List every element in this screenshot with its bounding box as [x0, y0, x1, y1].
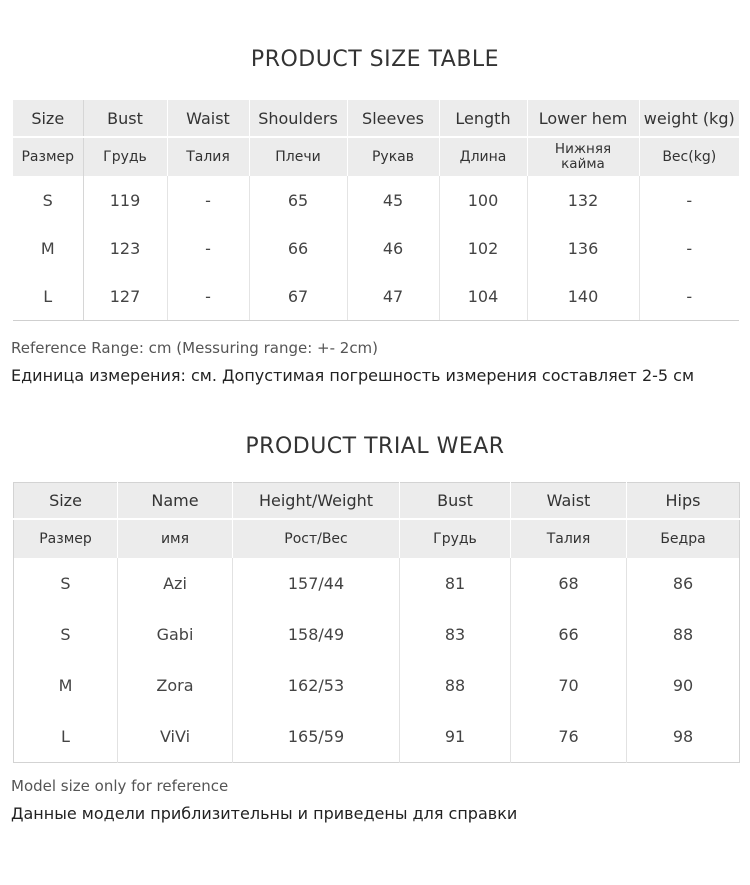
waist-cell: -: [167, 272, 249, 321]
trial-name-cell: Gabi: [118, 609, 233, 660]
trial-hips-cell: 98: [627, 711, 740, 763]
trial-size-cell: L: [61, 727, 70, 746]
trial-size-cell: M: [58, 676, 73, 695]
shoulders-cell: 66: [249, 224, 347, 272]
trial-wear-title: PRODUCT TRIAL WEAR: [245, 434, 505, 459]
lower-hem-header-en: Lower hem: [527, 100, 639, 137]
size-header-ru: Размер: [13, 137, 83, 176]
shoulders-header-ru: Плечи: [249, 137, 347, 176]
trial-waist-cell: 66: [511, 609, 627, 660]
waist-header-en: Waist: [167, 100, 249, 137]
trial-bust-cell: 81: [400, 558, 511, 609]
trial-waist-cell: 70: [511, 660, 627, 711]
sleeves-cell: 47: [347, 272, 439, 321]
trial-bust-cell: 88: [400, 660, 511, 711]
weight-header-en: weight (kg): [639, 100, 739, 137]
bust-cell: 123: [83, 224, 167, 272]
sleeves-cell: 46: [347, 224, 439, 272]
size-table-title: PRODUCT SIZE TABLE: [250, 47, 500, 72]
trial-height-weight-cell: 157/44: [233, 558, 400, 609]
trial-height-weight-cell: 158/49: [233, 609, 400, 660]
trial-row: [14, 558, 740, 609]
sleeves-cell: 45: [347, 176, 439, 224]
lower-hem-cell: 136: [527, 224, 639, 272]
trial-row: [14, 609, 740, 660]
trial-hips-cell: 88: [627, 609, 740, 660]
trial-wear-table: [13, 482, 740, 763]
bust-cell: 119: [83, 176, 167, 224]
trial-size-cell: S: [60, 574, 71, 593]
trial-name-cell: Azi: [118, 558, 233, 609]
trial-bust-cell: 83: [400, 609, 511, 660]
trial-note-ru: Данные модели приблизительны и приведены для справки: [11, 804, 518, 823]
trial-height-weight-header-en: Height/Weight: [233, 483, 400, 520]
size-cell: M: [13, 224, 83, 272]
size-row: [13, 224, 739, 272]
size-cell: L: [13, 272, 83, 321]
trial-name-cell: Zora: [118, 660, 233, 711]
bust-header-en: Bust: [83, 100, 167, 137]
size-header-en: Size: [13, 100, 83, 137]
sleeves-header-ru: Рукав: [347, 137, 439, 176]
trial-waist-cell: 76: [511, 711, 627, 763]
trial-note-en: Model size only for reference: [11, 777, 229, 795]
size-row: [13, 176, 739, 224]
size-cell: S: [13, 176, 83, 224]
weight-cell: -: [639, 272, 739, 321]
bust-header-ru: Грудь: [83, 137, 167, 176]
trial-bust-header-en: Bust: [400, 483, 511, 520]
size-note-en: Reference Range: cm (Messuring range: +- 2cm): [11, 339, 379, 357]
length-cell: 100: [439, 176, 527, 224]
trial-hips-header-ru: Бедра: [627, 519, 740, 558]
trial-hips-cell: 90: [627, 660, 740, 711]
length-cell: 102: [439, 224, 527, 272]
trial-size-cell: S: [60, 625, 71, 644]
shoulders-cell: 65: [249, 176, 347, 224]
trial-size-header-en: Size: [14, 483, 118, 520]
trial-height-weight-cell: 165/59: [233, 711, 400, 763]
trial-hips-cell: 86: [627, 558, 740, 609]
trial-waist-header-ru: Талия: [511, 519, 627, 558]
trial-waist-cell: 68: [511, 558, 627, 609]
trial-bust-cell: 91: [400, 711, 511, 763]
length-cell: 104: [439, 272, 527, 321]
lower-hem-header-ru: Нижняя кайма: [527, 137, 639, 176]
trial-waist-header-en: Waist: [511, 483, 627, 520]
bust-cell: 127: [83, 272, 167, 321]
trial-name-header-en: Name: [118, 483, 233, 520]
sleeves-header-en: Sleeves: [347, 100, 439, 137]
size-note-ru: Единица измерения: см. Допустимая погрешность измерения составляет 2-5 см: [11, 366, 695, 385]
weight-header-ru: Вес(kg): [639, 137, 739, 176]
trial-name-header-ru: имя: [118, 519, 233, 558]
size-row: [13, 272, 739, 321]
waist-cell: -: [167, 224, 249, 272]
lower-hem-cell: 132: [527, 176, 639, 224]
waist-header-ru: Талия: [167, 137, 249, 176]
trial-name-cell: ViVi: [118, 711, 233, 763]
shoulders-cell: 67: [249, 272, 347, 321]
lower-hem-cell: 140: [527, 272, 639, 321]
weight-cell: -: [639, 176, 739, 224]
length-header-en: Length: [439, 100, 527, 137]
trial-height-weight-header-ru: Рост/Вес: [233, 519, 400, 558]
trial-height-weight-cell: 162/53: [233, 660, 400, 711]
trial-row: [14, 711, 740, 763]
waist-cell: -: [167, 176, 249, 224]
trial-size-header-ru: Размер: [14, 519, 118, 558]
trial-hips-header-en: Hips: [627, 483, 740, 520]
shoulders-header-en: Shoulders: [249, 100, 347, 137]
trial-bust-header-ru: Грудь: [400, 519, 511, 558]
length-header-ru: Длина: [439, 137, 527, 176]
trial-row: [14, 660, 740, 711]
weight-cell: -: [639, 224, 739, 272]
size-table: [13, 100, 739, 321]
